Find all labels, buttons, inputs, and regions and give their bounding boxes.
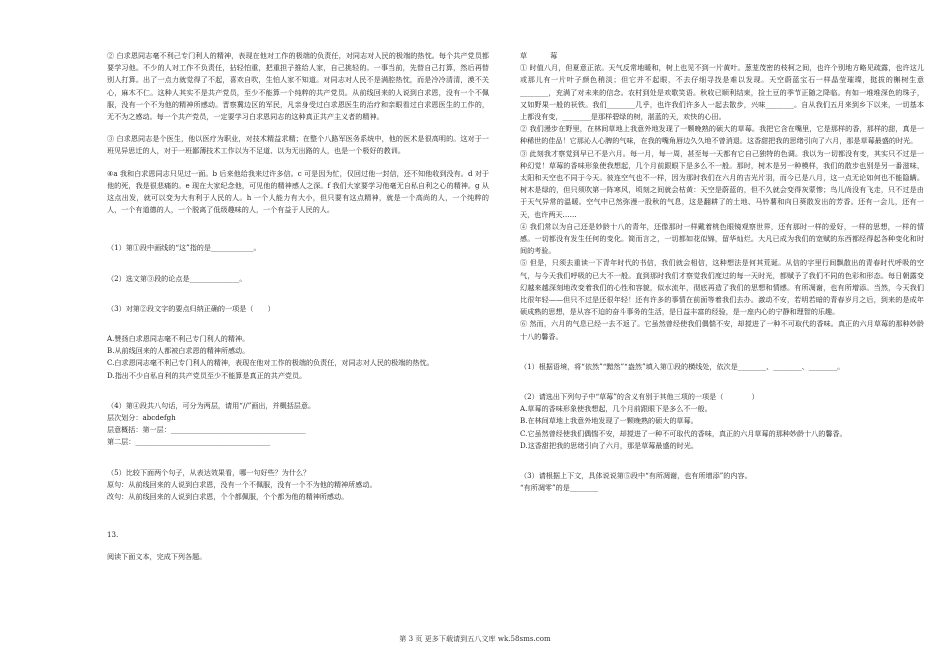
question-2-option-b: B.在林间草地上我意外地发现了一颗晚熟的硕大的草莓。	[520, 416, 698, 426]
article-paragraph-1: ① 时值八月，但夏意正浓。天气反常地暖和，树上也见不到一片黄叶。葱茏茂密的枝柯之间，也许个别地方略见疏露，也许这儿或那儿有一片叶子颜色稍淡；但它并不起眼，不去仔细寻找是难以发现。天空蔚蓝宝石一样晶莹璀璨，挺拔的槲树生意________，充满了对未来的信念。农村到处是欢歌笑语。秋收已顺利结束，捡土豆的季节正随之降临。有如一堆堆深色的珠子，又如野果一般的祆铁。我们________几乎，也许我们许多人一起去散步，兴味________。自从我们五月来到乡下以来，一切基本上都没有变，________是那样碧绿的树，湛蓝的天，欢快的心田。	[520, 63, 924, 122]
article-paragraph-2: ② 我们漫步在野里，在林间草地上我意外地发现了一颗晚熟的硕大的草莓。我把它含在嘴里，它是那样的香，那样的甜，真是一种稀世的佳品！它那沁人心脾的气味，在我的嘴角唇边久久地不曾消退。这香甜把我的思绪引向了六月，那是草莓最盛的时光。	[520, 124, 924, 146]
question-5: （5）比较下面两个句子，从表达效果看，哪一句好些？为什么？	[107, 467, 311, 477]
question-4-layer-2: 第二层：______________________________________	[107, 437, 271, 447]
question-4-layers: 层次划分：abcdefgh	[107, 413, 176, 423]
article-paragraph-5: ⑤ 但是，只须去重读一下青年时代的书信，我们就会相信，这种想法是何其荒诞。从信的字里行间飘散出的青春时代呼吸的空气，与今天我们呼吸的已大不一般。直到那时我们才察觉我们度过的每一天时光，都赋予了我们不同的色彩和形态。每日朝露变幻越来越深刻地改变着我们的心性和容貌，似水流年，彻底再造了我们的思想和情感。有所凋谢，也有所增添。当然，今天我们比很年轻——但只不过是还很年轻！还有许多的事情在前面等着我们去办。激动不安，若明若暗的青春岁月之后，到来的是成年硕成熟的思想，是从容不迫的奋斗事务的生活，是日益丰富的经验，是一座内心的宁静和理智的乐趣。	[520, 258, 924, 317]
question-3: （3）对第②段文字的要点归纳正确的一项是（ ）	[107, 303, 275, 313]
article-title: 草 莓	[520, 51, 566, 60]
question-5-revised: 改句：从前线回来的人说到白求恩，个个都佩服，个个都为他的精神所感动。	[107, 492, 349, 502]
article-paragraph-3: ③ 此刻我才察觉到早已不是六月。每一月，每一周，甚至每一天都有它自己独特的色调。我以为一切都没有变，其实只不过是一种幻觉！草莓的香味形象使我想起，几个月前跟眼下是多么不一般。那时，树木是另一种模样，我们的散步也别是另一番滋味，太阳和天空也不同于今天。彼连空气也不一样，因为那时我们在六月的吉光片羽，而今已是八月，这一点无论如何也不能隐瞒。树木是绿的，但只须吹第一阵寒风，顷刻之间就会枯黄：天空是蔚蓝的，但不久就会变得灰蒙惨；鸟儿尚没有飞走，只不过是由于天气异常的温暖。空气中已然弥漫一股秋的气息，这是翻耕了的土地、马铃薯和向日葵散发出的芳香。还有一会儿，还有一天，也许两天……	[520, 148, 924, 219]
question-2-option-d: D.这香甜把我的思绪引向了六月，那是草莓最盛的时光。	[520, 440, 698, 450]
question-1: （1）根据语境，将“依然”“黯然”“盎然”填入第①段的横线处，依次是________、________、________。	[520, 361, 845, 371]
reading-instruction: 阅读下面文本，完成下列各题。	[107, 552, 207, 562]
question-2-option-a: A.草莓的香味形象使我想起，几个月前跟眼下是多么不一般。	[520, 404, 712, 414]
question-3-option-d: D.指出不少自私自利的共产党员至少不能算是真正的共产党员。	[107, 370, 307, 380]
passage-paragraph-4: ④a 我和白求恩同志只见过一面。b 后来他给我来过许多信。c 可是因为忙，仅回过他一封信，还不知他收到没有。d 对于他的死，我是很悲痛的。e 现在大家纪念他，可见他的精神感人之深。f 我们大家要学习他毫无自私自利之心的精神。g 从这点出发，就可以变为大有利于人民的人。h 一个人能力有大小，但只要有这点精神，就是一个高尚的人，一个纯粹的人，一个有道德的人，一个脱离了低级趣味的人，一个有益于人民的人。	[107, 168, 489, 215]
article-paragraph-4: ④ 我们常以为自己还是妙龄十八的青年，还像那时一样戴着桃色眼镜观察世界，还有那时一样的爱好，一样的思想，一样的情感。一切都没有发生任何的变化。简而言之，一切都如花似锦，留华灿烂。大凡已成为我们的宽赋的东西都经得起各种变化和时间的考验。	[520, 221, 924, 256]
question-2: （2）请选出下列句子中“草莓”的含义有别于其他三项的一项是（ ）	[520, 392, 759, 402]
question-3-answer: “有所凋零”的是________	[520, 483, 599, 493]
question-3-option-a: A.赞扬白求恩同志毫不利己专门利人的精神。	[107, 334, 250, 344]
question-3: （3）请根据上下文，具体说说第⑤段中“有所凋谢，也有所增添”的内容。	[520, 471, 752, 481]
passage-paragraph-3: ③ 白求恩同志是个医生，他以医疗为职业，对技术精益求精；在整个八路军医务系统中，他的医术是很高明的。这对于一班见异思迁的人，对于一班鄙薄技术工作以为不足道、以为无出路的人，也是一个极好的教训。	[107, 134, 489, 156]
question-5-original: 原句：从前线回来的人说到白求恩，没有一个不佩服，没有一个不为他的精神所感动。	[107, 479, 377, 489]
question-4-layer-1: 层意概括：第一层：______________________________________	[107, 425, 306, 435]
page-footer: 第 3 页 更多下载请到五八文库 wk.58sms.com	[399, 634, 551, 643]
question-2-option-c: C.它虽然曾经使我们偶惴不安，却搅进了一种不可取代的香味，真正的六月草莓的那种妙龄十八的馨香。	[520, 428, 847, 438]
question-1: （1）第①段中画线的“这”指的是____________。	[107, 243, 261, 253]
question-3-option-c: C.白求恩同志毫不利己专门利人的精神，表现在他对工作的极端的负责任，对同志对人民的极端的热忱。	[107, 358, 434, 368]
left-column	[107, 50, 489, 564]
question-2: （2）选文第③段的论点是______________。	[107, 273, 247, 283]
question-4: （4）第④段共八句话，可分为两层，请用“//”画出，并概括层意。	[107, 400, 316, 410]
passage-paragraph-2: ② 白求恩同志毫不利己专门利人的精神，表现在他对工作的极端的负责任，对同志对人民的极端的热忱。每个共产党员都要学习他。不少的人对工作不负责任，拈轻怕重，把重担子推给人家，自己挑轻的。一事当前，先替自己打算，然后再替别人打算。出了一点力就觉得了不起，喜欢自吹，生怕人家不知道。对同志对人民不是满腔热忱，而是冷冷清清，漠不关心，麻木不仁。这种人其实不是共产党员，至少不能算一个纯粹的共产党员。从前线回来的人说到白求恩，没有一个不佩服，没有一个不为他的精神所感动。晋察冀边区的军民，凡亲身受过白求恩医生的治疗和亲眼看过白求恩医生的工作的，无不为之感动。每一个共产党员，一定要学习白求恩同志的这种真正共产主义者的精神。	[107, 51, 489, 122]
right-column	[520, 50, 924, 495]
article-paragraph-6: ⑥ 然而，六月的气息已经一去不返了。它虽然曾经使我们偶惴不安，却搅进了一种不可取代的香味。真正的六月草莓的那种妙龄十八的馨香。	[520, 319, 924, 341]
question-3-option-b: B.从前线回来的人都被白求恩的精神所感动。	[107, 346, 250, 356]
question-number-13: 13.	[107, 530, 119, 540]
